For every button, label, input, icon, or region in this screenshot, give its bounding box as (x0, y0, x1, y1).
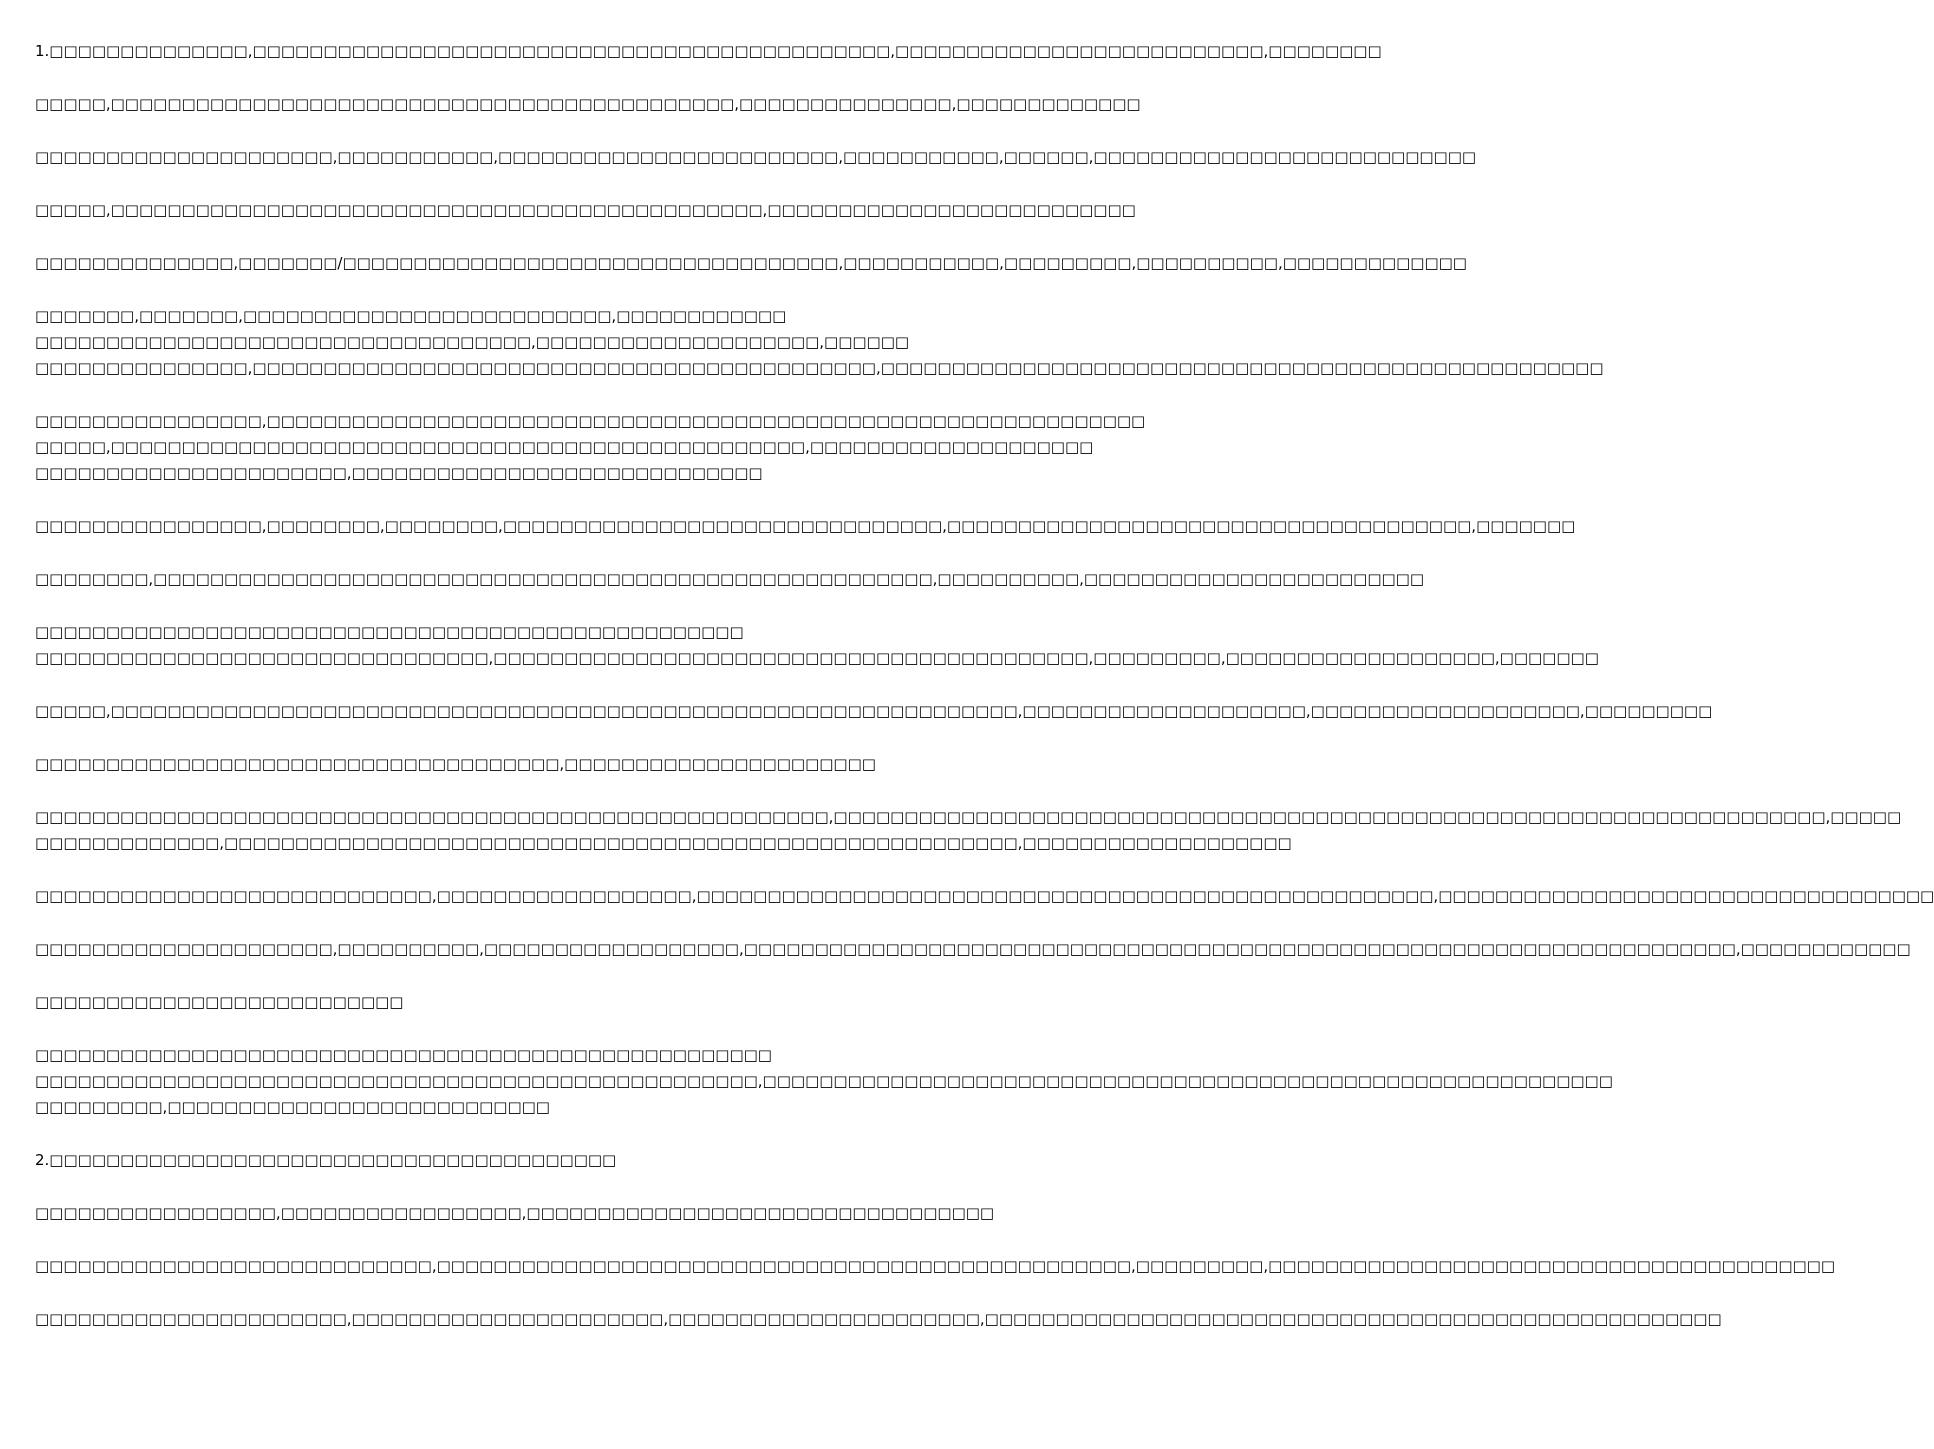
text-line: □□□□□□□□□,□□□□□□□□□□□□□□□□□□□□□□□□□□□ (35, 1098, 550, 1116)
text-line: □□□□□□□,□□□□□□□,□□□□□□□□□□□□□□□□□□□□□□□□□□,□□□□□□□□□□□□ (35, 307, 787, 325)
text-line: □□□□□□□□□□□□□,□□□□□□□□□□□□□□□□□□□□□□□□□□□□□□□□□□□□□□□□□□□□□□□□□□□□□□□□,□□□□□□□□□□□□□□□□□□□ (35, 834, 1292, 852)
paragraph (35, 1200, 995, 1226)
text-line: □□□□□□□□□□□□□□□□□□□□□□□□□□ (35, 993, 404, 1011)
paragraph (35, 989, 989, 1015)
text-line: □□□□□□□□□□□□□□□□,□□□□□□□□,□□□□□□□□,□□□□□□□□□□□□□□□□□□□□□□□□□□□□□□□,□□□□□□□□□□□□□□□□□□□□□□□□□□□□□□□□□□□□□,□□□□□□□ (35, 517, 1576, 535)
paragraph (35, 1253, 1836, 1279)
paragraph (35, 698, 1713, 724)
text-line: □□□□□□□□□□□□□□□□□□□□□□,□□□□□□□□□□□□□□□□□□□□□□□□□□□□□ (35, 464, 763, 482)
text-line: 1.□□□□□□□□□□□□□□,□□□□□□□□□□□□□□□□□□□□□□□□□□□□□□□□□□□□□□□□□□□□□,□□□□□□□□□□□□□□□□□□□□□□□□□□,□□□□□□□□ (35, 42, 1382, 60)
paragraph (35, 91, 1141, 117)
text-line: □□□□□□□□□□□□□□□□□,□□□□□□□□□□□□□□□□□,□□□□□□□□□□□□□□□□□□□□□□□□□□□□□□□□□ (35, 1204, 995, 1222)
text-line: □□□□□□□□□□□□□□□□□□□□□□□□□□□□□□□□□□□,□□□□□□□□□□□□□□□□□□□□,□□□□□□ (35, 333, 910, 351)
text-line: □□□□□,□□□□□□□□□□□□□□□□□□□□□□□□□□□□□□□□□□□□□□□□□□□□,□□□□□□□□□□□□□□□,□□□□□□□□□□□□□ (35, 95, 1141, 113)
paragraph (35, 408, 1146, 486)
text-line: □□□□□□□□□□□□□□□□□□□□□□□□□□□□□□□□□□□□□,□□□□□□□□□□□□□□□□□□□□□□ (35, 755, 876, 773)
text-line: □□□□□□□□□□□□□□,□□□□□□□/□□□□□□□□□□□□□□□□□□□□□□□□□□□□□□□□□□□,□□□□□□□□□□□,□□□□□□□□□,□□□□□□□□□□,□□□□□□□□□□□□□ (35, 254, 1467, 272)
paragraph (35, 38, 1382, 64)
text-line: □□□□□□□□□□□□□□□□□□□□□□□□□□□□□□□□,□□□□□□□□□□□□□□□□□□□□□□□□□□□□□□□□□□□□□□□□□□,□□□□□□□□□,□□□□□□□□□□□□□□□□□□□,□□□□□□□ (35, 649, 1599, 667)
paragraph (35, 303, 1604, 381)
paragraph (35, 566, 1425, 592)
text-line: 2.□□□□□□□□□□□□□□□□□□□□□□□□□□□□□□□□□□□□□□□□ (35, 1151, 617, 1169)
text-line: □□□□□□□□□□□□□□□□□□□□□□,□□□□□□□□□□□□□□□□□□□□□□,□□□□□□□□□□□□□□□□□□□□□□,□□□□□□□□□□□□□□□□□□□□□□□□□□□□□□□□□□□□□□□□□□□□□□□□□□□□ (35, 1310, 1722, 1328)
text-line: □□□□□□□□□□□□□□□□□□□□□,□□□□□□□□□□,□□□□□□□□□□□□□□□□□□,□□□□□□□□□□□□□□□□□□□□□□□□□□□□□□□□□□□□□□□□□□□□□□□□□□□□□□□□□□□□□□□□□□□□□□,□□□□□□□□□□□□ (35, 940, 1911, 958)
text-line: □□□□□□□□□□□□□□□,□□□□□□□□□□□□□□□□□□□□□□□□□□□□□□□□□□□□□□□□□□□□,□□□□□□□□□□□□□□□□□□□□□□□□□□□□□□□□□□□□□□□□□□□□□□□□□□□ (35, 359, 1604, 377)
paragraph (35, 804, 1902, 856)
paragraph (35, 197, 1136, 223)
text-line: □□□□□,□□□□□□□□□□□□□□□□□□□□□□□□□□□□□□□□□□□□□□□□□□□□□□,□□□□□□□□□□□□□□□□□□□□□□□□□□ (35, 201, 1136, 219)
text-line: □□□□□□□□□□□□□□□□□□□□□□□□□□□□□□□□□□□□□□□□□□□□□□□□□□□,□□□□□□□□□□□□□□□□□□□□□□□□□□□□□□□□□□□□□□□□□□□□□□□□□□□□□□□□□□□□ (35, 1072, 1613, 1090)
paragraph (35, 619, 1599, 671)
text-line: □□□□□□□□□□□□□□□□□□□□□,□□□□□□□□□□□,□□□□□□□□□□□□□□□□□□□□□□□□,□□□□□□□□□□□,□□□□□□,□□□□□□□□□□□□□□□□□□□□□□□□□□□ (35, 148, 1477, 166)
text-line: □□□□□,□□□□□□□□□□□□□□□□□□□□□□□□□□□□□□□□□□□□□□□□□□□□□□□□□,□□□□□□□□□□□□□□□□□□□□ (35, 438, 1094, 456)
paragraph (35, 883, 1934, 909)
text-line: □□□□□□□□□□□□□□□□□□□□□□□□□□□□□□□□□□□□□□□□□□□□□□□□□□ (35, 623, 744, 641)
text-line: □□□□□,□□□□□□□□□□□□□□□□□□□□□□□□□□□□□□□□□□□□□□□□□□□□□□□□□□□□□□□□□□□□□□□□,□□□□□□□□□□□□□□□□□□□□,□□□□□□□□□□□□□□□□□□□,□□□□□□□□□ (35, 702, 1713, 720)
paragraph (35, 1306, 1722, 1332)
paragraph (35, 1042, 1613, 1120)
paragraph (35, 936, 1911, 962)
text-line: □□□□□□□□□□□□□□□□□□□□□□□□□□□□□□□□□□□□□□□□□□□□□□□□□□□□ (35, 1046, 772, 1064)
text-line: □□□□□□□□□□□□□□□□□□□□□□□□□□□□□□□□□□□□□□□□□□□□□□□□□□□□□□□□,□□□□□□□□□□□□□□□□□□□□□□□□□□□□□□□□□□□□□□□□□□□□□□□□□□□□□□□□□□□□□□□□□□□□□□,□□□□□ (35, 808, 1902, 826)
text-line: □□□□□□□□,□□□□□□□□□□□□□□□□□□□□□□□□□□□□□□□□□□□□□□□□□□□□□□□□□□□□□□□,□□□□□□□□□□,□□□□□□□□□□□□□□□□□□□□□□□□ (35, 570, 1425, 588)
paragraph (35, 1147, 989, 1173)
text-line: □□□□□□□□□□□□□□□□□□□□□□□□□□□□,□□□□□□□□□□□□□□□□□□,□□□□□□□□□□□□□□□□□□□□□□□□□□□□□□□□□□□□□□□□□□□□□□□□□□□□,□□□□□□□□□□□□□□□□□□□□□□□□□□□□□□□□□□□ (35, 887, 1934, 905)
text-line: □□□□□□□□□□□□□□□□□□□□□□□□□□□□,□□□□□□□□□□□□□□□□□□□□□□□□□□□□□□□□□□□□□□□□□□□□□□□□□,□□□□□□□□□,□□□□□□□□□□□□□□□□□□□□□□□□□□□□□□□□□□□□□□□□ (35, 1257, 1836, 1275)
paragraph (35, 751, 989, 777)
paragraph (35, 513, 1576, 539)
text-line: □□□□□□□□□□□□□□□□,□□□□□□□□□□□□□□□□□□□□□□□□□□□□□□□□□□□□□□□□□□□□□□□□□□□□□□□□□□□□□□ (35, 412, 1146, 430)
paragraph (35, 250, 1467, 276)
paragraph (35, 144, 1477, 170)
document-body (35, 38, 1934, 1359)
